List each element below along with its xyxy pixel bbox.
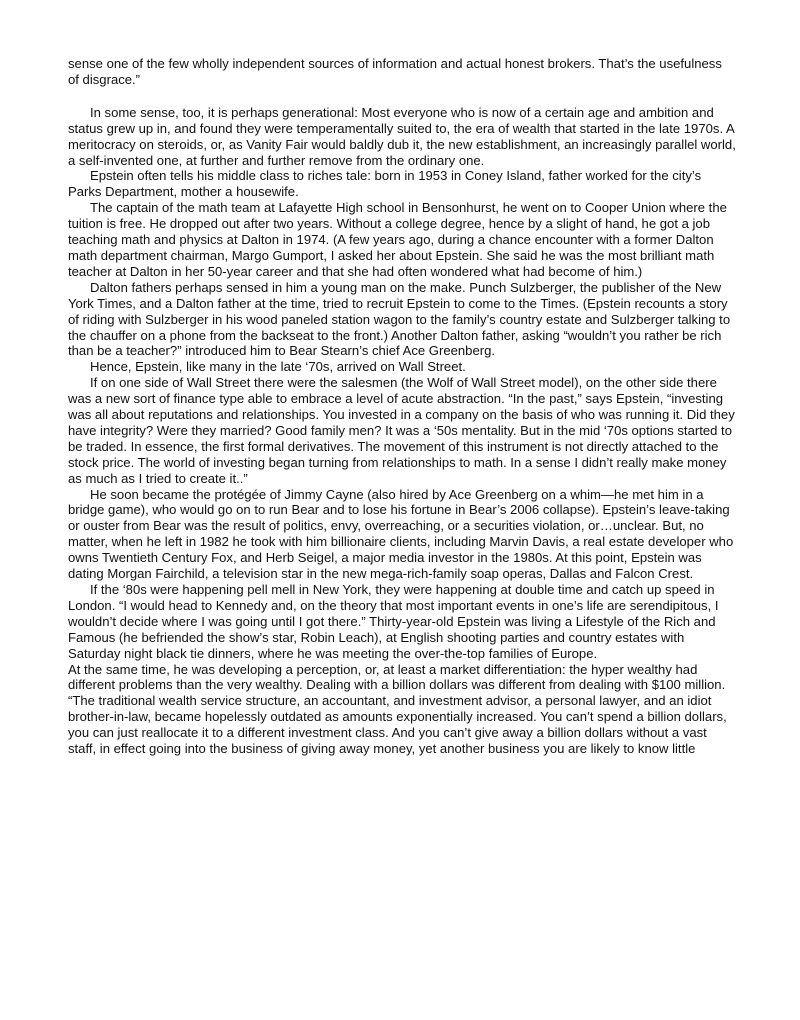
paragraph: He soon became the protégée of Jimmy Cayne (also hired by Ace Greenberg on a whim—he met him in a bridge game), who would go on to run Bear and to lose his fortune in Bear’s 2006 collapse). Epstein’s leave-taking or ouster from Bear was the result of politics, envy, overreaching, or a securities violation, or…unclear. But, no matter, when he left in 1982 he took with him billionaire clients, including Marvin Davis, a real estate developer who owns Twentieth Century Fox, and Herb Seigel, a major media investor in the 1980s. At this point, Epstein was dating Morgan Fairchild, a television star in the new mega-rich-family soap operas, Dallas and Falcon Crest. bbox=[68, 486, 734, 582]
document-page bbox=[68, 56, 736, 757]
paragraph: The captain of the math team at Lafayette High school in Bensonhurst, he went on to Cooper Union where the tuition is free. He dropped out after two years. Without a college degree, hence by a slight of hand, he got a job teaching math and physics at Dalton in 1974. (A few years ago, during a chance encounter with a former Dalton math department chairman, Margo Gumport, I asked her about Epstein. She said he was the most brilliant math teacher at Dalton in her 50-year career and that she had often wondered what had become of him.) bbox=[68, 200, 727, 279]
paragraph: At the same time, he was developing a perception, or, at least a market differentiation: the hyper wealthy had different problems than the very wealthy. Dealing with a billion dollars was different from dealing with $100 million. “The traditional wealth service structure, an accountant, and investment advisor, a personal lawyer, and an idiot brother-in-law, became hopelessly outdated as amounts exponentially increased. You can’t spend a billion dollars, you can just reallocate it to a different investment class. And you can’t give away a billion dollars without a vast staff, in effect going into the business of giving away money, yet another business you are likely to know little bbox=[68, 661, 727, 757]
paragraph-continuation: sense one of the few wholly independent sources of information and actual honest brokers. That’s the usefulness of disgrace.” bbox=[68, 56, 722, 87]
paragraph: Dalton fathers perhaps sensed in him a young man on the make. Punch Sulzberger, the publisher of the New York Times, and a Dalton father at the time, tried to recruit Epstein to come to the Times. (Epstein recounts a story of riding with Sulzberger in his wood paneled station wagon to the family’s country estate and Sulzberger talking to the chauffer on a phone from the backseat to the front.) Another Dalton father, asking “wouldn’t you rather be rich than be a teacher?” introduced him to Bear Stearn’s chief Ace Greenberg. bbox=[68, 279, 731, 359]
paragraph: Hence, Epstein, like many in the late ‘70s, arrived on Wall Street. bbox=[90, 359, 466, 375]
paragraph: If the ‘80s were happening pell mell in New York, they were happening at double time and catch up speed in London. “I would head to Kennedy and, on the theory that most important events in one’s life are serendipitous, I wouldn’t decide where I was going until I got there.” Thirty-year-old Epstein was living a Lifestyle of the Rich and Famous (he befriended the show’s star, Robin Leach), at English shooting parties and country estates with Saturday night black tie dinners, where he was meeting the over-the-top families of Europe. bbox=[68, 582, 719, 661]
paragraph: In some sense, too, it is perhaps generational: Most everyone who is now of a certain age and ambition and status grew up in, and found they were temperamentally suited to, the era of wealth that started in the late 1970s. A meritocracy on steroids, or, as Vanity Fair would baldly dub it, the new establishment, an increasingly parallel world, a self-invented one, at further and further remove from the ordinary one. bbox=[68, 104, 736, 168]
paragraph: If on one side of Wall Street there were the salesmen (the Wolf of Wall Street model), on the other side there was a new sort of finance type able to embrace a level of acute abstraction. “In the past,” says Epstein, “investing was all about reputations and relationships. You invested in a company on the basis of who was running it. Did they have integrity? Were they married? Good family men? It was a ‘50s mentality. But in the mid ‘70s options started to be traded. In essence, the first formal derivatives. The movement of this instrument is not directly attached to the stock price. The world of investing began turning from relationships to math. In a sense I didn’t really make money as much as I tried to create it..” bbox=[68, 375, 735, 486]
paragraph: Epstein often tells his middle class to riches tale: born in 1953 in Coney Island, father worked for the city’s Parks Department, mother a housewife. bbox=[68, 168, 702, 200]
